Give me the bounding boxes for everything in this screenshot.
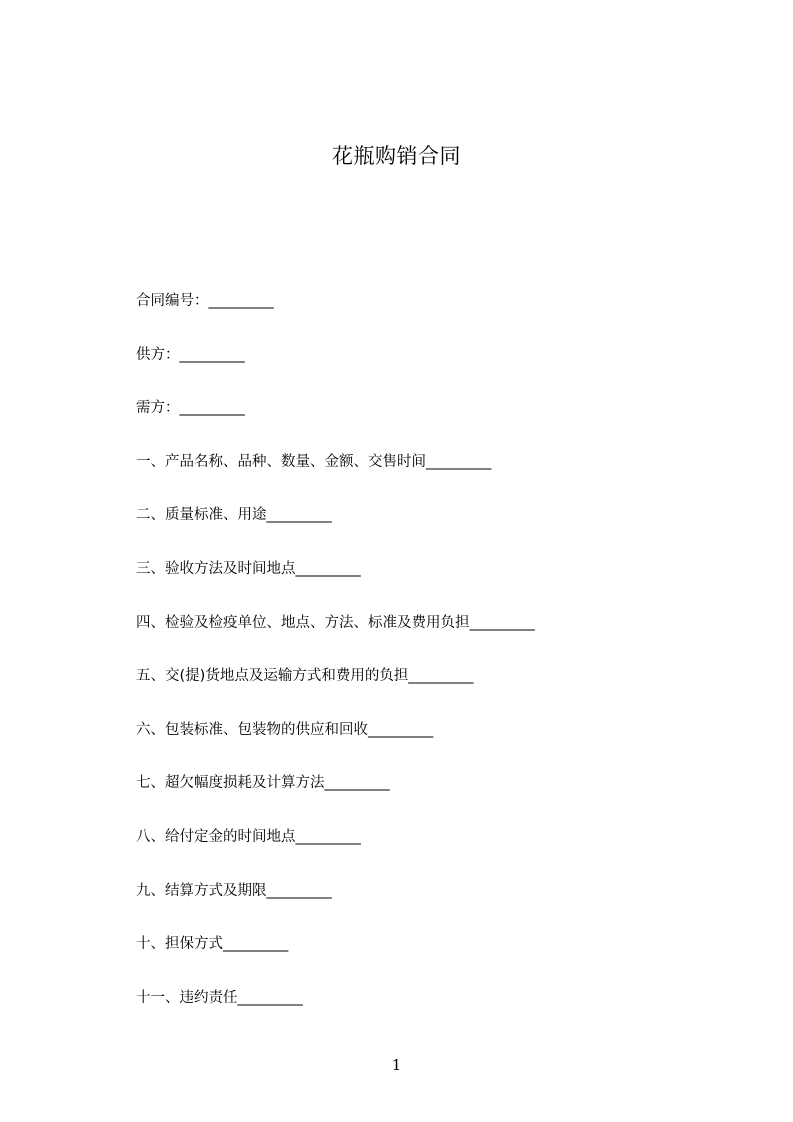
clause-5: 五、交(提)货地点及运输方式和费用的负担_________ — [136, 668, 474, 685]
contract-number-line: 合同编号：_________ — [136, 293, 274, 309]
clause-10: 十、担保方式_________ — [136, 936, 289, 953]
buyer-line: 需方：_________ — [136, 400, 245, 417]
clause-11: 十一、违约责任_________ — [136, 989, 303, 1006]
clause-8: 八、给付定金的时间地点_________ — [136, 828, 361, 845]
clause-7: 七、超欠幅度损耗及计算方法_________ — [136, 775, 390, 792]
clause-9: 九、结算方式及期限_________ — [136, 882, 332, 899]
clause-1: 一、产品名称、品种、数量、金额、交售时间_________ — [136, 453, 492, 470]
clause-3: 三、验收方法及时间地点_________ — [136, 560, 361, 577]
page-number: 1 — [391, 1056, 402, 1074]
supplier-line: 供方：_________ — [136, 346, 245, 363]
clause-4: 四、检验及检疫单位、地点、方法、标准及费用负担_________ — [136, 614, 535, 631]
clause-6: 六、包装标准、包装物的供应和回收_________ — [136, 721, 434, 738]
clause-2: 二、质量标准、用途_________ — [136, 507, 332, 524]
contract-clauses — [136, 288, 736, 1038]
document-title: 花瓶购销合同 — [332, 144, 461, 168]
